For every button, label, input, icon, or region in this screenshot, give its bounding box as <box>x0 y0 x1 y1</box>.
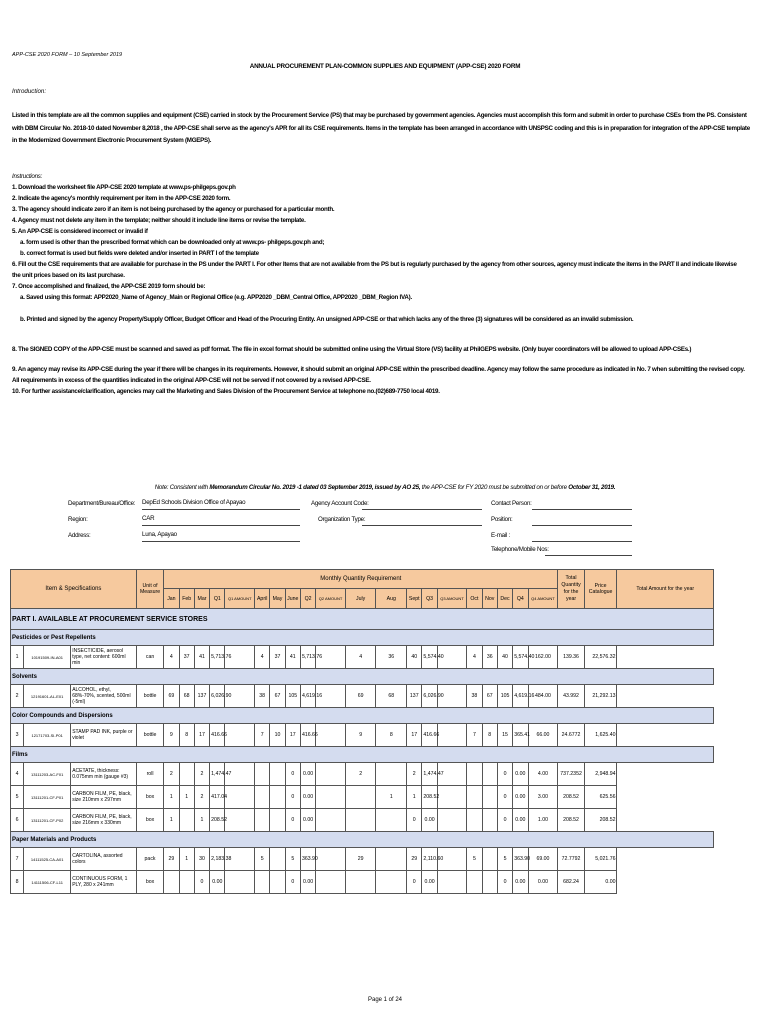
amount-cell: 363.90 <box>300 848 315 871</box>
amount-cell: 0.00 <box>300 786 315 809</box>
unit-of-measure: box <box>136 871 163 894</box>
row-number: 2 <box>11 685 24 708</box>
quantity-cell[interactable]: 36 <box>482 646 497 669</box>
quantity-cell[interactable] <box>316 871 346 894</box>
amount-cell: 365.41 <box>513 724 528 747</box>
row-number: 5 <box>11 786 24 809</box>
quantity-cell[interactable] <box>270 763 285 786</box>
item-code: 13111203-AC-F01 <box>24 763 71 786</box>
month-header-cell: Q4 AMOUNT <box>528 589 558 609</box>
contact-field[interactable] <box>532 499 632 510</box>
header-total-qty: Total Quantity for the year <box>558 570 584 609</box>
quantity-cell[interactable]: 0 <box>497 871 512 894</box>
email-field[interactable] <box>532 531 632 542</box>
quantity-cell[interactable]: 2 <box>407 763 422 786</box>
quantity-cell[interactable]: 29 <box>407 848 422 871</box>
amount-cell: 21,292.13 <box>584 685 617 708</box>
org-type-field[interactable] <box>362 515 482 526</box>
quantity-cell[interactable]: 1 <box>179 848 194 871</box>
quantity-cell[interactable] <box>376 763 407 786</box>
instruction-5b: b. correct format is used but fields were deleted and/or inserted in PART I of the template <box>20 250 259 257</box>
amount-cell: 208.52 <box>584 809 617 832</box>
amount-cell: 5,713.76 <box>300 646 315 669</box>
unit-of-measure: box <box>136 809 163 832</box>
quantity-cell[interactable] <box>255 763 270 786</box>
month-header-cell: Oct <box>467 589 482 609</box>
quantity-cell[interactable] <box>270 848 285 871</box>
quantity-cell[interactable]: 137 <box>194 685 209 708</box>
table-row <box>11 646 714 669</box>
item-description: CARBON FILM, PE, black, size 216mm x 330mm <box>71 809 137 832</box>
quantity-cell[interactable] <box>225 786 255 809</box>
table-row <box>11 848 714 871</box>
amount-cell: 1,474.47 <box>210 763 225 786</box>
agency-code-field[interactable] <box>362 499 482 510</box>
amount-cell: 5,713.76 <box>210 646 225 669</box>
amount-cell: 4,619.16 <box>513 685 528 708</box>
month-header-cell: Nov <box>482 589 497 609</box>
table-row <box>11 763 714 786</box>
instruction-4: 4. Agency must not delete any item in the template; neither should it include line items or revise the template. <box>12 217 306 224</box>
quantity-cell[interactable]: 162.00 <box>528 646 558 669</box>
quantity-cell[interactable]: 0 <box>285 809 300 832</box>
intro-line-2: with DBM Circular No. 2018-10 dated November 8,2018 , the APP-CSE shall serve as the agency's APR for all its CSE requirements. Items in the template has been arranged in accordance with UNSPSC coding and this is in preparation for integration of the APP-CSE template <box>12 124 750 132</box>
instruction-7: 7. Once accomplished and finalized, the APP-CSE 2019 form should be: <box>12 283 206 290</box>
month-header-cell: Q3 AMOUNT <box>437 589 467 609</box>
quantity-cell[interactable] <box>345 871 376 894</box>
quantity-cell[interactable]: 43.992 <box>558 685 584 708</box>
quantity-cell[interactable]: 1 <box>179 786 194 809</box>
quantity-cell[interactable]: 30 <box>194 848 209 871</box>
quantity-cell[interactable] <box>179 871 194 894</box>
unit-of-measure: box <box>136 786 163 809</box>
item-code: 10191509-IN-A01 <box>24 646 71 669</box>
item-code: 12191601-AL-E01 <box>24 685 71 708</box>
item-description: ALCOHOL, ethyl, 68%-70%, scented, 500ml (-5ml) <box>71 685 137 708</box>
quantity-cell[interactable]: 0 <box>407 809 422 832</box>
quantity-cell[interactable]: 38 <box>255 685 270 708</box>
quantity-cell[interactable]: 1.00 <box>528 809 558 832</box>
item-description: CARTOLINA, assorted colors <box>71 848 137 871</box>
quantity-cell[interactable] <box>467 786 482 809</box>
table-row <box>11 786 714 809</box>
note-middle: the APP-CSE for FY 2020 must be submitted on or before <box>420 484 569 491</box>
quantity-cell[interactable]: 8 <box>482 724 497 747</box>
address-field[interactable]: Luna, Apayao <box>142 531 300 542</box>
quantity-cell[interactable]: 41 <box>285 646 300 669</box>
amount-cell: 0.00 <box>422 809 437 832</box>
table-row <box>11 871 714 894</box>
item-description: STAMP PAD INK, purple or violet <box>71 724 137 747</box>
row-number: 7 <box>11 848 24 871</box>
instruction-5a: a. form used is other than the prescribed format which can be downloaded only at www.ps- philgeps.gov.ph and; <box>20 239 325 246</box>
quantity-cell[interactable]: 29 <box>164 848 179 871</box>
quantity-cell[interactable]: 38 <box>467 685 482 708</box>
unit-of-measure: bottle <box>136 685 163 708</box>
quantity-cell[interactable] <box>179 809 194 832</box>
quantity-cell[interactable]: 2 <box>345 763 376 786</box>
header-monthly: Monthly Quantity Requirement <box>164 570 558 589</box>
item-code: 14111525-CA-A01 <box>24 848 71 871</box>
unit-of-measure: bottle <box>136 724 163 747</box>
amount-cell: 6,026.90 <box>210 685 225 708</box>
intro-heading: Introduction: <box>12 88 47 95</box>
quantity-cell[interactable]: 7 <box>255 724 270 747</box>
quantity-cell[interactable]: 15 <box>497 724 512 747</box>
quantity-cell[interactable]: 1 <box>164 809 179 832</box>
quantity-cell[interactable]: 68 <box>179 685 194 708</box>
quantity-cell[interactable]: 208.52 <box>558 809 584 832</box>
month-header-cell: Dec <box>497 589 512 609</box>
quantity-cell[interactable] <box>255 786 270 809</box>
row-number: 8 <box>11 871 24 894</box>
instruction-2: 2. Indicate the agency's monthly requirement per item in the APP-CSE 2020 form. <box>12 195 231 202</box>
procurement-table <box>10 569 714 894</box>
quantity-cell[interactable] <box>467 763 482 786</box>
amount-cell: 6,026.90 <box>422 685 437 708</box>
month-header-cell: Q2 <box>300 589 315 609</box>
quantity-cell[interactable]: 69 <box>345 685 376 708</box>
amount-cell: 0.00 <box>300 809 315 832</box>
intro-text <box>12 110 750 148</box>
quantity-cell[interactable]: 9 <box>164 724 179 747</box>
quantity-cell[interactable]: 1 <box>407 786 422 809</box>
quantity-cell[interactable]: 2 <box>194 786 209 809</box>
amount-cell: 5,574.40 <box>422 646 437 669</box>
note-deadline: October 31, 2019. <box>568 484 616 491</box>
quantity-cell[interactable]: 5 <box>255 848 270 871</box>
amount-cell: 0.00 <box>300 871 315 894</box>
instruction-1: 1. Download the worksheet file APP-CSE 2020 template at www.ps-philgeps.gov.ph <box>12 184 236 191</box>
month-header-cell: July <box>345 589 376 609</box>
amount-cell: 0.00 <box>513 786 528 809</box>
quantity-cell[interactable]: 40 <box>407 646 422 669</box>
intro-line-3: in the Modernized Government Electronic Procurement System (MGEPS). <box>12 137 212 144</box>
note-prefix: Note: Consistent with <box>154 484 210 491</box>
quantity-cell[interactable]: 36 <box>376 646 407 669</box>
quantity-cell[interactable]: 0 <box>497 763 512 786</box>
amount-cell: 208.52 <box>210 809 225 832</box>
month-header-cell: April <box>255 589 270 609</box>
quantity-cell[interactable] <box>316 724 346 747</box>
amount-cell: 2,948.94 <box>584 763 617 786</box>
month-header-cell: Sept <box>407 589 422 609</box>
quantity-cell[interactable]: 4 <box>467 646 482 669</box>
quantity-cell[interactable]: 17 <box>285 724 300 747</box>
quantity-cell[interactable] <box>482 786 497 809</box>
quantity-cell[interactable]: 2 <box>164 763 179 786</box>
position-field[interactable] <box>532 515 632 526</box>
instruction-3: 3. The agency should indicate zero if an item is not being purchased by the agency or purchased for a particular month. <box>12 206 335 213</box>
quantity-cell[interactable] <box>270 871 285 894</box>
quantity-cell[interactable] <box>316 786 346 809</box>
month-header-cell: Q1 <box>210 589 225 609</box>
quantity-cell[interactable] <box>316 848 346 871</box>
item-description: ACETATE, thickness: 0.075mm min (gauge #3) <box>71 763 137 786</box>
quantity-cell[interactable]: 5 <box>497 848 512 871</box>
dept-label: Department/Bureau/Office: <box>68 500 136 507</box>
amount-cell: 0.00 <box>513 763 528 786</box>
amount-cell: 0.00 <box>513 809 528 832</box>
row-number: 4 <box>11 763 24 786</box>
instruction-6b: the unit prices based on its last purchase. <box>12 272 125 279</box>
quantity-cell[interactable]: 37 <box>270 646 285 669</box>
amount-cell: 416.66 <box>422 724 437 747</box>
quantity-cell[interactable] <box>482 871 497 894</box>
amount-cell: 208.52 <box>422 786 437 809</box>
item-code: 13111201-CF-P01 <box>24 786 71 809</box>
table-row <box>11 809 714 832</box>
month-header-cell: Q4 <box>513 589 528 609</box>
quantity-cell[interactable]: 37 <box>179 646 194 669</box>
amount-cell: 1,474.47 <box>422 763 437 786</box>
contact-label: Contact Person: <box>491 500 532 507</box>
quantity-cell[interactable]: 8 <box>376 724 407 747</box>
item-code: 12171703-SI-P01 <box>24 724 71 747</box>
quantity-cell[interactable]: 41 <box>194 646 209 669</box>
amount-cell: 1,625.40 <box>584 724 617 747</box>
amount-cell: 0.00 <box>422 871 437 894</box>
form-reference: APP-CSE 2020 FORM – 10 September 2019 <box>12 52 123 58</box>
quantity-cell[interactable]: 7 <box>467 724 482 747</box>
email-label: E-mail : <box>491 532 510 539</box>
quantity-cell[interactable]: 0 <box>497 786 512 809</box>
quantity-cell[interactable] <box>270 809 285 832</box>
quantity-cell[interactable]: 10 <box>270 724 285 747</box>
quantity-cell[interactable] <box>270 786 285 809</box>
month-header-cell: Q3 <box>422 589 437 609</box>
amount-cell: 2,183.38 <box>210 848 225 871</box>
org-type-label: Organization Type: <box>318 516 366 523</box>
quantity-cell[interactable] <box>225 809 255 832</box>
telephone-label: Telephone/Mobile Nos: <box>491 546 549 553</box>
quantity-cell[interactable] <box>316 763 346 786</box>
region-field[interactable]: CAR <box>142 515 300 526</box>
category-pesticides: Pesticides or Pest Repellents <box>11 630 714 646</box>
amount-cell: 2,110.60 <box>422 848 437 871</box>
quantity-cell[interactable]: 24.6772 <box>558 724 584 747</box>
item-code: 14111506-CF-L11 <box>24 871 71 894</box>
quantity-cell[interactable] <box>482 848 497 871</box>
amount-cell: 625.56 <box>584 786 617 809</box>
quantity-cell[interactable] <box>345 786 376 809</box>
quantity-cell[interactable] <box>482 763 497 786</box>
amount-cell: 5,021.76 <box>584 848 617 871</box>
month-header-cell: Q2 AMOUNT <box>316 589 346 609</box>
quantity-cell[interactable]: 1 <box>164 786 179 809</box>
part1-heading: PART I. AVAILABLE AT PROCUREMENT SERVICE STORES <box>11 609 714 630</box>
quantity-cell[interactable]: 67 <box>270 685 285 708</box>
page-number: Page 1 of 24 <box>367 997 403 1003</box>
note-memo: Memorandum Circular No. 2019 -1 dated 03 September 2019, issued by AO 25, <box>209 484 421 491</box>
category-films: Films <box>11 747 714 763</box>
instruction-8: 8. The SIGNED COPY of the APP-CSE must be scanned and saved as pdf format. The file in excel format should be submitted online using the Virtual Store (VS) facility at PhilGEPS website. (Only buyer coordinators will be allowed to upload APP-CSEs.) <box>12 346 692 353</box>
quantity-cell[interactable] <box>376 848 407 871</box>
instruction-10: 10. For further assistance/clarification, agencies may call the Marketing and Sales Division of the Procurement Service at telephone no.(02)689-7750 local 4019. <box>12 388 440 395</box>
row-number: 3 <box>11 724 24 747</box>
quantity-cell[interactable]: 0 <box>285 786 300 809</box>
quantity-cell[interactable]: 67 <box>482 685 497 708</box>
quantity-cell[interactable] <box>225 724 255 747</box>
row-number: 1 <box>11 646 24 669</box>
quantity-cell[interactable]: 1 <box>376 786 407 809</box>
month-header-cell: May <box>270 589 285 609</box>
quantity-cell[interactable] <box>437 724 467 747</box>
quantity-cell[interactable]: 5 <box>467 848 482 871</box>
amount-cell: 416.66 <box>210 724 225 747</box>
instructions-heading: Instructions: <box>12 173 43 180</box>
quantity-cell[interactable]: 4.00 <box>528 763 558 786</box>
quantity-cell[interactable] <box>467 809 482 832</box>
quantity-cell[interactable]: 17 <box>194 724 209 747</box>
quantity-cell[interactable] <box>225 871 255 894</box>
unit-of-measure: roll <box>136 763 163 786</box>
row-number: 6 <box>11 809 24 832</box>
quantity-cell[interactable]: 0 <box>194 871 209 894</box>
quantity-cell[interactable] <box>376 809 407 832</box>
amount-cell: 363.90 <box>513 848 528 871</box>
month-header-cell: Mar <box>194 589 209 609</box>
quantity-cell[interactable]: 17 <box>407 724 422 747</box>
quantity-cell[interactable]: 137 <box>407 685 422 708</box>
quantity-cell[interactable]: 0 <box>285 763 300 786</box>
month-header-cell: Feb <box>179 589 194 609</box>
item-description: CARBON FILM, PE, black, size 210mm x 297mm <box>71 786 137 809</box>
item-code: 13111201-CF-P02 <box>24 809 71 832</box>
instruction-9a: 9. An agency may revise its APP-CSE during the year if there will be changes in its requirements. However, it should submit an original APP-CSE within the prescribed deadline. Agency may follow the same procedure as indicated in No. 7 when submitting the revised copy. <box>12 366 745 373</box>
quantity-cell[interactable]: 0 <box>497 809 512 832</box>
category-paper: Paper Materials and Products <box>11 832 714 848</box>
item-description: CONTINUOUS FORM, 1 PLY, 280 x 241mm <box>71 871 137 894</box>
quantity-cell[interactable]: 139.36 <box>558 646 584 669</box>
category-solvents: Solvents <box>11 669 714 685</box>
quantity-cell[interactable]: 2 <box>194 763 209 786</box>
instruction-5: 5. An APP-CSE is considered incorrect or invalid if <box>12 228 148 235</box>
address-label: Address: <box>68 532 91 539</box>
quantity-cell[interactable]: 105 <box>497 685 512 708</box>
quantity-cell[interactable]: 3.00 <box>528 786 558 809</box>
table-row <box>11 724 714 747</box>
unit-of-measure: can <box>136 646 163 669</box>
instructions <box>12 171 745 397</box>
amount-cell: 0.00 <box>513 871 528 894</box>
region-label: Region: <box>68 516 88 523</box>
quantity-cell[interactable]: 40 <box>497 646 512 669</box>
quantity-cell[interactable] <box>179 763 194 786</box>
quantity-cell[interactable]: 105 <box>285 685 300 708</box>
quantity-cell[interactable]: 72.7792 <box>558 848 584 871</box>
quantity-cell[interactable]: 69.00 <box>528 848 558 871</box>
quantity-cell[interactable] <box>164 871 179 894</box>
quantity-cell[interactable]: 737.2352 <box>558 763 584 786</box>
header-unit: Unit of Measure <box>136 570 163 609</box>
quantity-cell[interactable]: 9 <box>345 724 376 747</box>
month-header-cell: June <box>285 589 300 609</box>
position-label: Position: <box>491 516 513 523</box>
amount-cell: 416.66 <box>300 724 315 747</box>
month-header-cell: Q1 AMOUNT <box>225 589 255 609</box>
unit-of-measure: pack <box>136 848 163 871</box>
month-header-cell: Aug <box>376 589 407 609</box>
quantity-cell[interactable]: 4 <box>164 646 179 669</box>
quantity-cell[interactable] <box>376 871 407 894</box>
quantity-cell[interactable]: 66.00 <box>528 724 558 747</box>
quantity-cell[interactable] <box>345 809 376 832</box>
agency-code-label: Agency Account Code: <box>311 500 369 507</box>
amount-cell: 417.04 <box>210 786 225 809</box>
instruction-7a: a. Saved using this format: APP2020_Name of Agency_Main or Regional Office (e.g. APP2020 _DBM_Central Office, APP2020 _DBM_Region IVA). <box>20 294 412 301</box>
page-title: ANNUAL PROCUREMENT PLAN-COMMON SUPPLIES AND EQUIPMENT (APP-CSE) 2020 FORM <box>249 63 521 70</box>
quantity-cell[interactable] <box>255 809 270 832</box>
quantity-cell[interactable]: 0 <box>285 871 300 894</box>
quantity-cell[interactable] <box>482 809 497 832</box>
quantity-cell[interactable]: 0.00 <box>528 871 558 894</box>
header-total-amount: Total Amount for the year <box>617 570 714 609</box>
intro-line-1: Listed in this template are all the common supplies and equipment (CSE) carried in stock by the Procurement Service (PS) that may be purchased by government agencies. Agencies must accomplish this form and submit in order to purchase CSEs from the PS. Consistent <box>12 112 747 119</box>
quantity-cell[interactable]: 4 <box>345 646 376 669</box>
header-price: Price Catalogue <box>584 570 617 609</box>
amount-cell: 5,574.40 <box>513 646 528 669</box>
amount-cell: 0.00 <box>584 871 617 894</box>
quantity-cell[interactable]: 29 <box>345 848 376 871</box>
quantity-cell[interactable] <box>437 809 467 832</box>
quantity-cell[interactable]: 5 <box>285 848 300 871</box>
category-color: Color Compounds and Dispersions <box>11 708 714 724</box>
amount-cell: 0.00 <box>300 763 315 786</box>
quantity-cell[interactable]: 0 <box>407 871 422 894</box>
quantity-cell[interactable]: 4 <box>255 646 270 669</box>
quantity-cell[interactable] <box>255 871 270 894</box>
quantity-cell[interactable] <box>437 786 467 809</box>
quantity-cell[interactable]: 69 <box>164 685 179 708</box>
quantity-cell[interactable]: 208.52 <box>558 786 584 809</box>
quantity-cell[interactable]: 8 <box>179 724 194 747</box>
quantity-cell[interactable] <box>467 871 482 894</box>
quantity-cell[interactable]: 682.24 <box>558 871 584 894</box>
quantity-cell[interactable]: 68 <box>376 685 407 708</box>
amount-cell: 0.00 <box>210 871 225 894</box>
telephone-field[interactable] <box>545 545 632 556</box>
quantity-cell[interactable]: 484.00 <box>528 685 558 708</box>
dept-field[interactable]: DepEd Schools Division Office of Apayao <box>142 499 300 510</box>
submission-note <box>0 484 770 491</box>
amount-cell: 4,619.16 <box>300 685 315 708</box>
item-description: INSECTICIDE, aerosol type, net content: 600ml min <box>71 646 137 669</box>
table-row <box>11 685 714 708</box>
quantity-cell[interactable] <box>316 809 346 832</box>
instruction-9b: All requirements in excess of the quantities indicated in the original APP-CSE will not be served if not covered by a revised APP-CSE. <box>12 377 371 384</box>
quantity-cell[interactable]: 1 <box>194 809 209 832</box>
instruction-6a: 6. Fill out the CSE requirements that are available for purchase in the PS under the PART I. For other Items that are not available from the PS but is regularly purchased by the agency from other sources, agency must indicate the items in the PART II and indicate likewise <box>12 261 737 268</box>
amount-cell: 22,576.32 <box>584 646 617 669</box>
quantity-cell[interactable] <box>437 871 467 894</box>
month-header-cell: Jan <box>164 589 179 609</box>
instruction-7b: b. Printed and signed by the agency Property/Supply Officer, Budget Officer and Head of the Procuring Entity. An unsigned APP-CSE or that which lacks any of the three (3) signatures will be considered as an invalid submission. <box>20 316 634 323</box>
header-item-specs: Item & Specifications <box>11 570 137 609</box>
